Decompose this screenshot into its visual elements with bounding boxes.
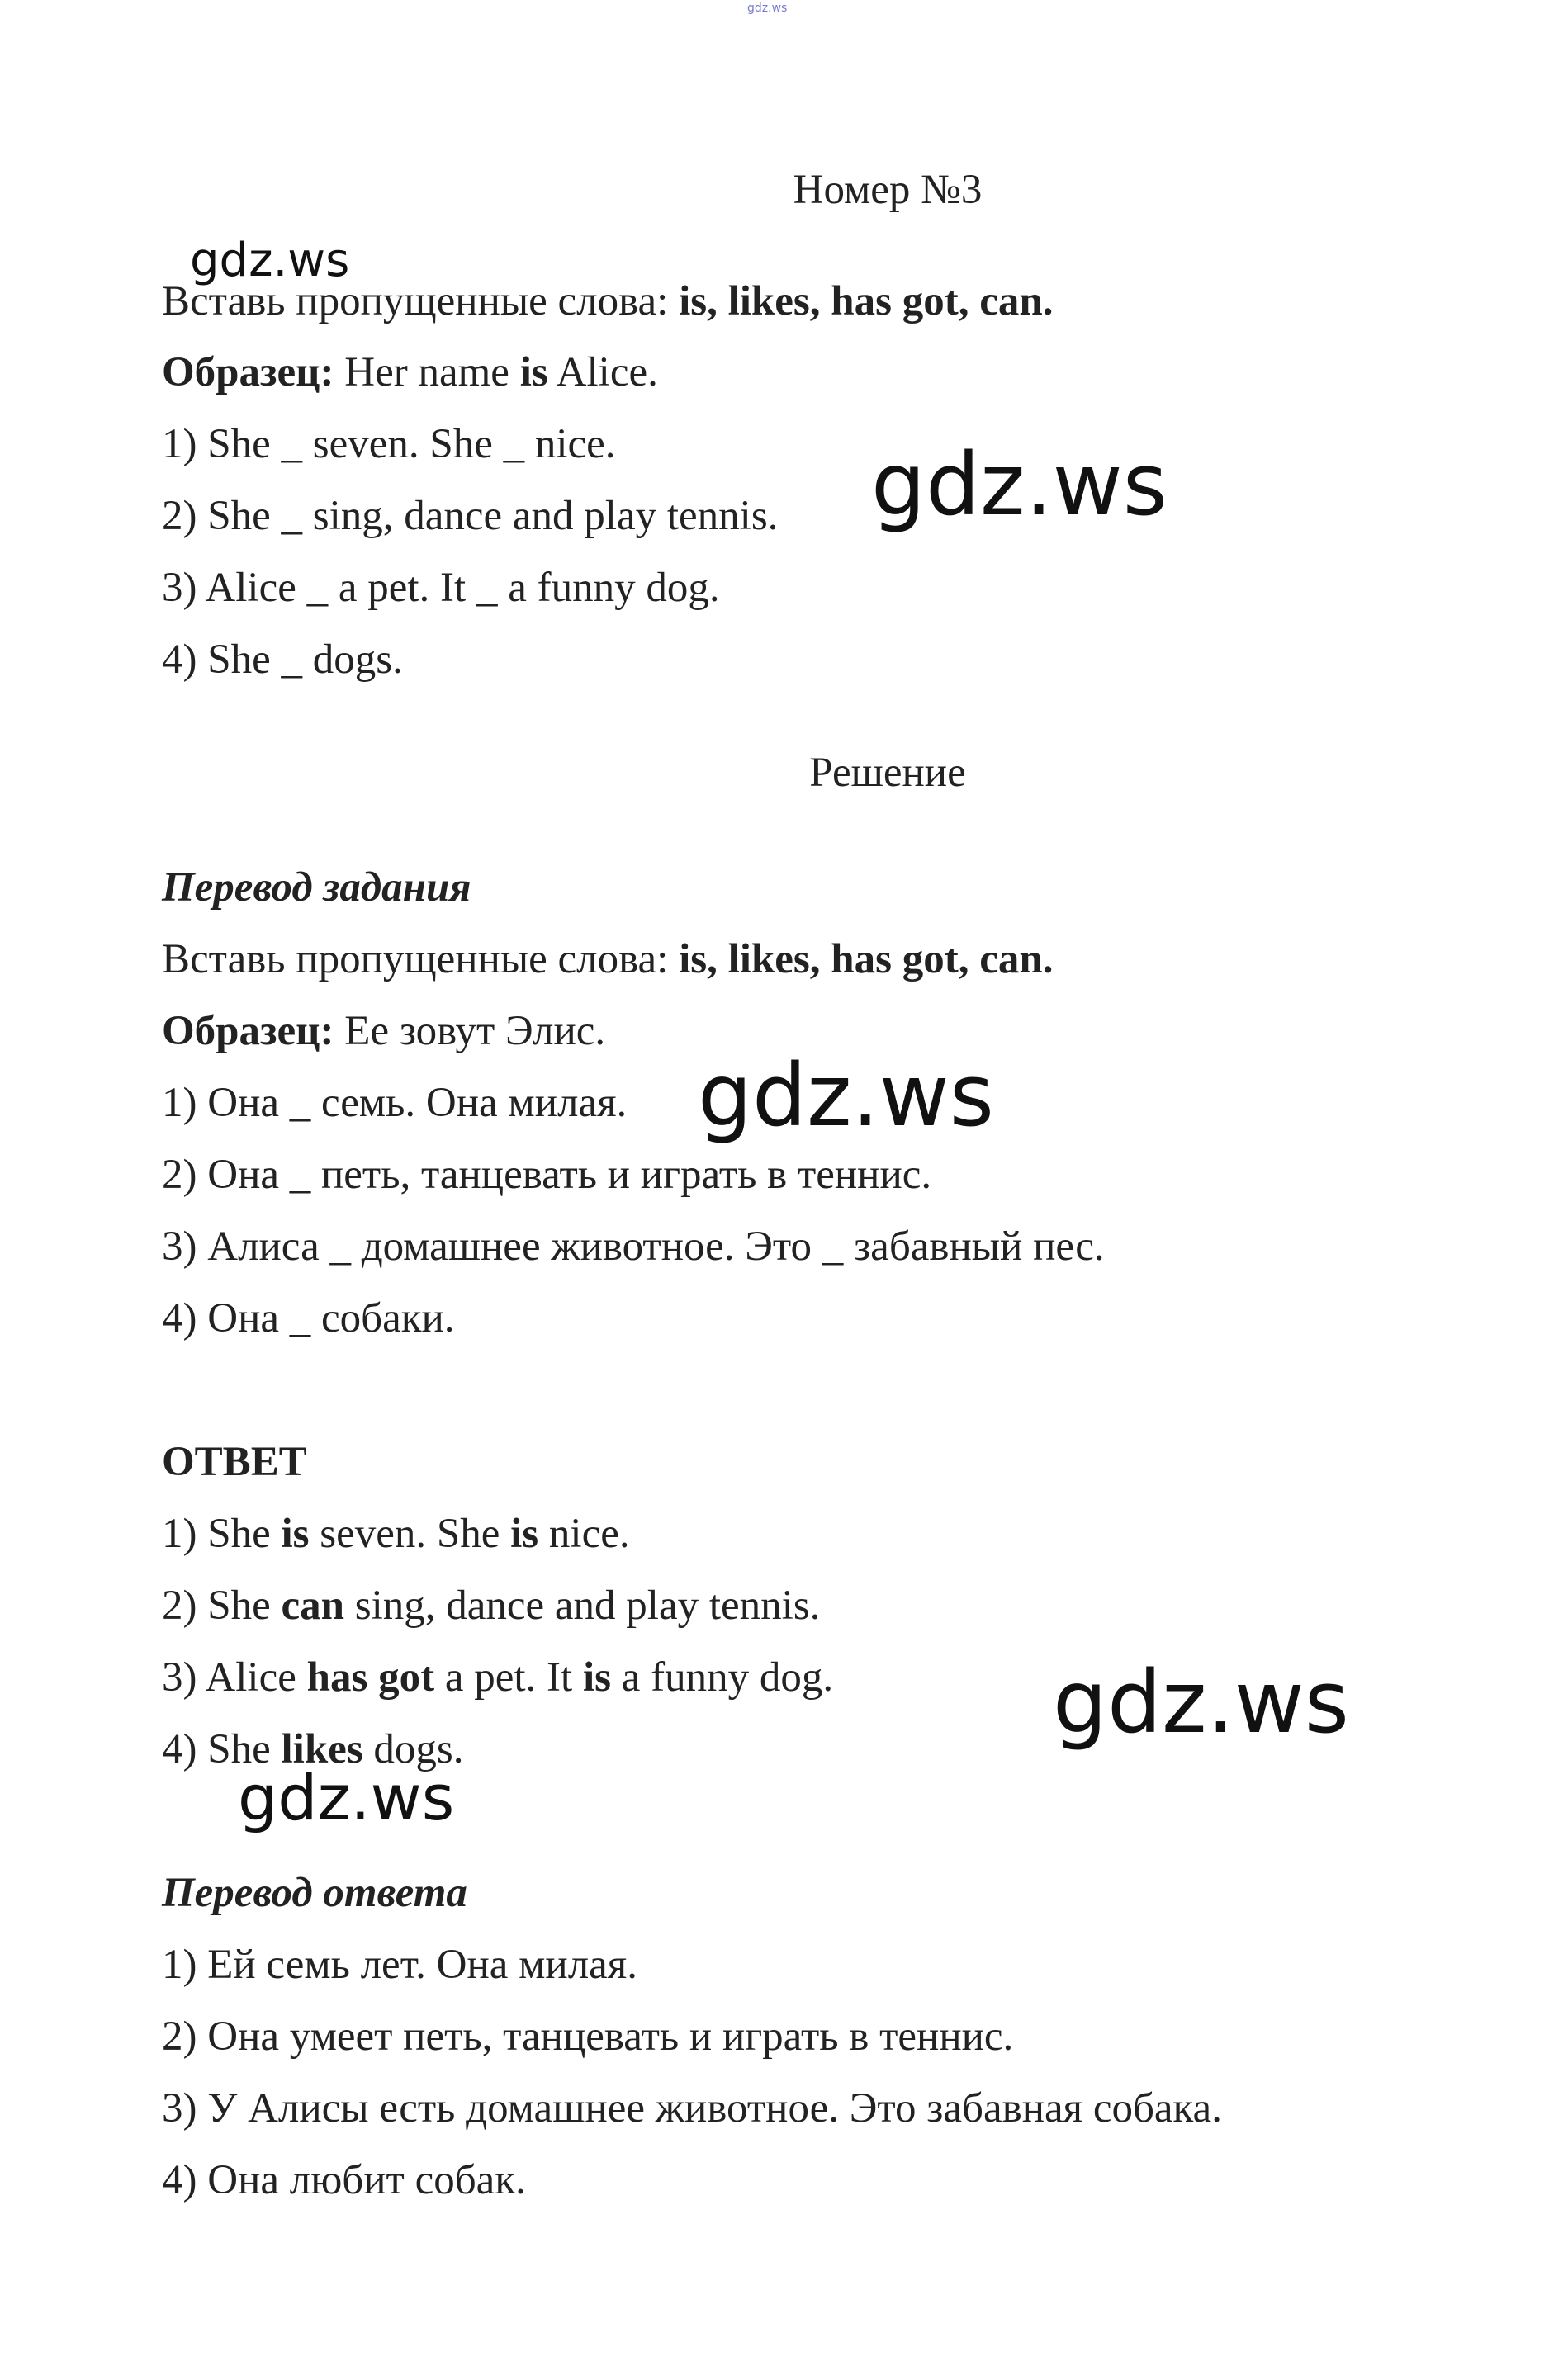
translation-item-2: 2) Она _ петь, танцевать и играть в теннис.	[162, 1152, 932, 1198]
translation-item-3: 3) Алиса _ домашнее животное. Это _ забавный пес.	[162, 1223, 1105, 1270]
translation-instruction-words: is, likes, has got, can.	[679, 936, 1054, 982]
answer-translation-item-2: 2) Она умеет петь, танцевать и играть в теннис.	[162, 2013, 1014, 2060]
answer-text: a pet. It	[434, 1654, 583, 1701]
example-word: is	[519, 349, 548, 395]
instruction-text: Вставь пропущенные слова:	[162, 278, 680, 324]
translation-instruction	[162, 934, 1053, 984]
watermark-text: gdz.ws	[238, 1761, 455, 1834]
answer-translation-heading: Перевод ответа	[162, 1870, 467, 1916]
instruction-words: is, likes, has got, can.	[679, 278, 1054, 324]
answer-text: dogs.	[362, 1726, 464, 1772]
answer-text: seven. She	[309, 1511, 511, 1557]
task-item-4: 4) She _ dogs.	[162, 636, 403, 683]
translation-example-label: Образец:	[162, 1008, 334, 1054]
answer-text: a funny dog.	[610, 1654, 834, 1701]
answer-item-1	[162, 1509, 630, 1559]
answer-text: sing, dance and play tennis.	[343, 1583, 821, 1629]
answer-translation-item-3: 3) У Алисы есть домашнее животное. Это забавная собака.	[162, 2085, 1222, 2132]
task-item-3: 3) Alice _ a pet. It _ a funny dog.	[162, 565, 720, 611]
answer-word: can	[281, 1583, 344, 1629]
answer-heading: ОТВЕТ	[162, 1439, 307, 1485]
example-text-before: Her name	[334, 349, 520, 395]
answer-word: likes	[281, 1726, 363, 1772]
watermark-text: gdz.ws	[190, 234, 350, 287]
answer-translation-item-1: 1) Ей семь лет. Она милая.	[162, 1942, 638, 1988]
page-title: Номер №3	[793, 167, 983, 213]
task-example	[162, 348, 658, 397]
answer-text: 3) Alice	[162, 1654, 307, 1701]
watermark-text: gdz.ws	[698, 1045, 994, 1146]
answer-word: is	[281, 1511, 310, 1557]
answer-text: nice.	[538, 1511, 630, 1557]
watermark-text: gdz.ws	[871, 434, 1168, 535]
task-item-1: 1) She _ seven. She _ nice.	[162, 421, 616, 467]
example-text-after: Alice.	[547, 349, 658, 395]
answer-item-2	[162, 1581, 820, 1630]
answer-translation-item-4: 4) Она любит собак.	[162, 2157, 526, 2203]
top-watermark: gdz.ws	[747, 2, 788, 15]
answer-word: has got	[306, 1654, 435, 1701]
translation-item-4: 4) Она _ собаки.	[162, 1295, 455, 1341]
answer-word: is	[510, 1511, 539, 1557]
translation-example	[162, 1006, 605, 1056]
solution-heading: Решение	[809, 750, 966, 796]
answer-text: 1) She	[162, 1511, 282, 1557]
translation-instruction-text: Вставь пропущенные слова:	[162, 936, 680, 982]
watermark-text: gdz.ws	[1053, 1652, 1349, 1753]
task-item-2: 2) She _ sing, dance and play tennis.	[162, 493, 779, 539]
translation-example-text: Ее зовут Элис.	[334, 1008, 606, 1054]
answer-text: 4) She	[162, 1726, 282, 1772]
translation-item-1: 1) Она _ семь. Она милая.	[162, 1080, 628, 1126]
answer-text: 2) She	[162, 1583, 282, 1629]
translation-heading: Перевод задания	[162, 864, 471, 911]
answer-word: is	[582, 1654, 611, 1701]
example-label: Образец:	[162, 349, 334, 395]
answer-item-3	[162, 1653, 833, 1702]
